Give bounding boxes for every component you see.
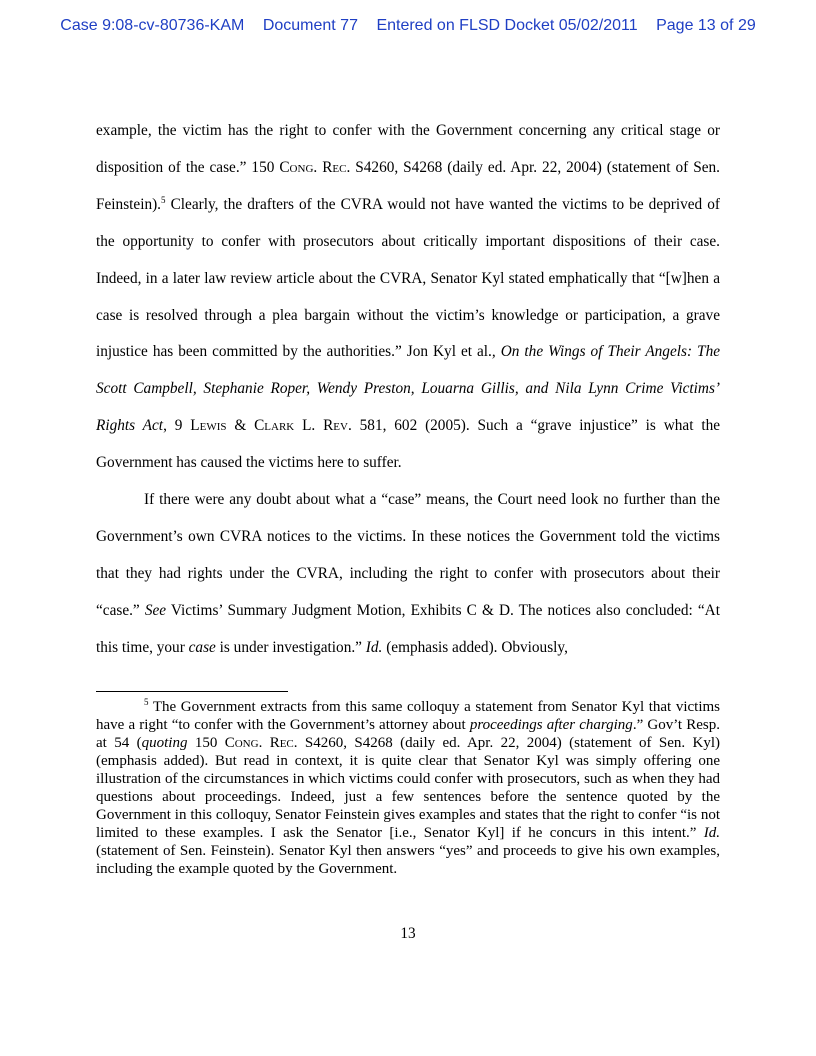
emphasized-case: case [188,638,216,656]
footnote-5: $^5$ The Government extracts from this same colloquy a statement from Senator Kyl that victims have a right “to confer with the Government’s attorney about proceedings after charging.” Gov’t Resp. at 54 (quoting 150 Cong. Rec. S4260, S4268 (daily ed. Apr. 22, 2004) (statement of Sen. Kyl) (emphasis added). But read in context, it is quite clear that Senator Kyl was simply offering one illustration of the circumstances in which victims could confer with prosecutors, such as when they had questions about proceedings. Indeed, just a few sentences before the sentence quoted by the Government in this colloquy, Senator Feinstein gives examples and states that the right to confer “is not limited to these examples. I ask the Senator [i.e., Senator Kyl] if he concurs in this intent.” Id. (statement of Sen. Feinstein). Senator Kyl then answers “yes” and proceeds to give his own examples, including the example quoted by the Government. [96,697,721,877]
document-number: Document 77 [262,17,358,34]
footnote-separator [96,691,288,692]
journal-citation: Lewis & Clark L. Rev. [190,417,352,435]
docket-header [0,17,816,35]
paragraph-1: example, the victim has the right to confer with the Government concerning any critical stage or disposition of the case.” 150 Cong. Rec. S4260, S4268 (daily ed. Apr. 22, 2004) (statement of Sen. Feinstein).$^5$ Clearly, the drafters of the CVRA would not have wanted the victims to be deprived of the opportunity to confer with prosecutors about critically important dispositions of their case. Indeed, in a later law review article about the CVRA, Senator Kyl stated emphatically that “[w]hen a case is resolved through a plea bargain without the victim’s knowledge or participation, a grave injustice has been committed by the authorities.” Jon Kyl et al., On the Wings of Their Angels: The Scott Campbell, Stephanie Roper, Wendy Preston, Louarna Gillis, and Nila Lynn Crime Victims’ Rights Act, 9 Lewis & Clark L. Rev. 581, 602 (2005). Such a “grave injustice” is what the Government has caused the victims here to suffer. [96,122,721,472]
id-signal: Id. [365,638,383,656]
footnote-number: 5 [144,697,149,707]
page-of-pages: Page 13 of 29 [656,17,756,34]
case-number: Case 9:08-cv-80736-KAM [60,17,245,34]
docket-entry: Entered on FLSD Docket 05/02/2011 [376,17,638,34]
paragraph-2: If there were any doubt about what a “case” means, the Court need look no further than the Government’s own CVRA notices to the victims. In these notices the Government told the victims that they had rights under the CVRA, including the right to confer with prosecutors about their “case.” See Victims’ Summary Judgment Motion, Exhibits C & D. The notices also concluded: “At this time, your case is under investigation.” Id. (emphasis added). Obviously, [96,491,720,656]
page-number: 13 [400,925,416,942]
cong-rec-citation: Cong. Rec. [279,158,351,176]
see-signal: See [144,601,167,619]
article-title: , On the Wings of Their Angels: The Scott Campbell, Stephanie Roper, Wendy Preston, Louarna Gillis, and Nila Lynn Crime Victims’ Rights Act [96,343,721,435]
footnote-reference: 5 [161,194,166,205]
body-text [96,113,720,667]
